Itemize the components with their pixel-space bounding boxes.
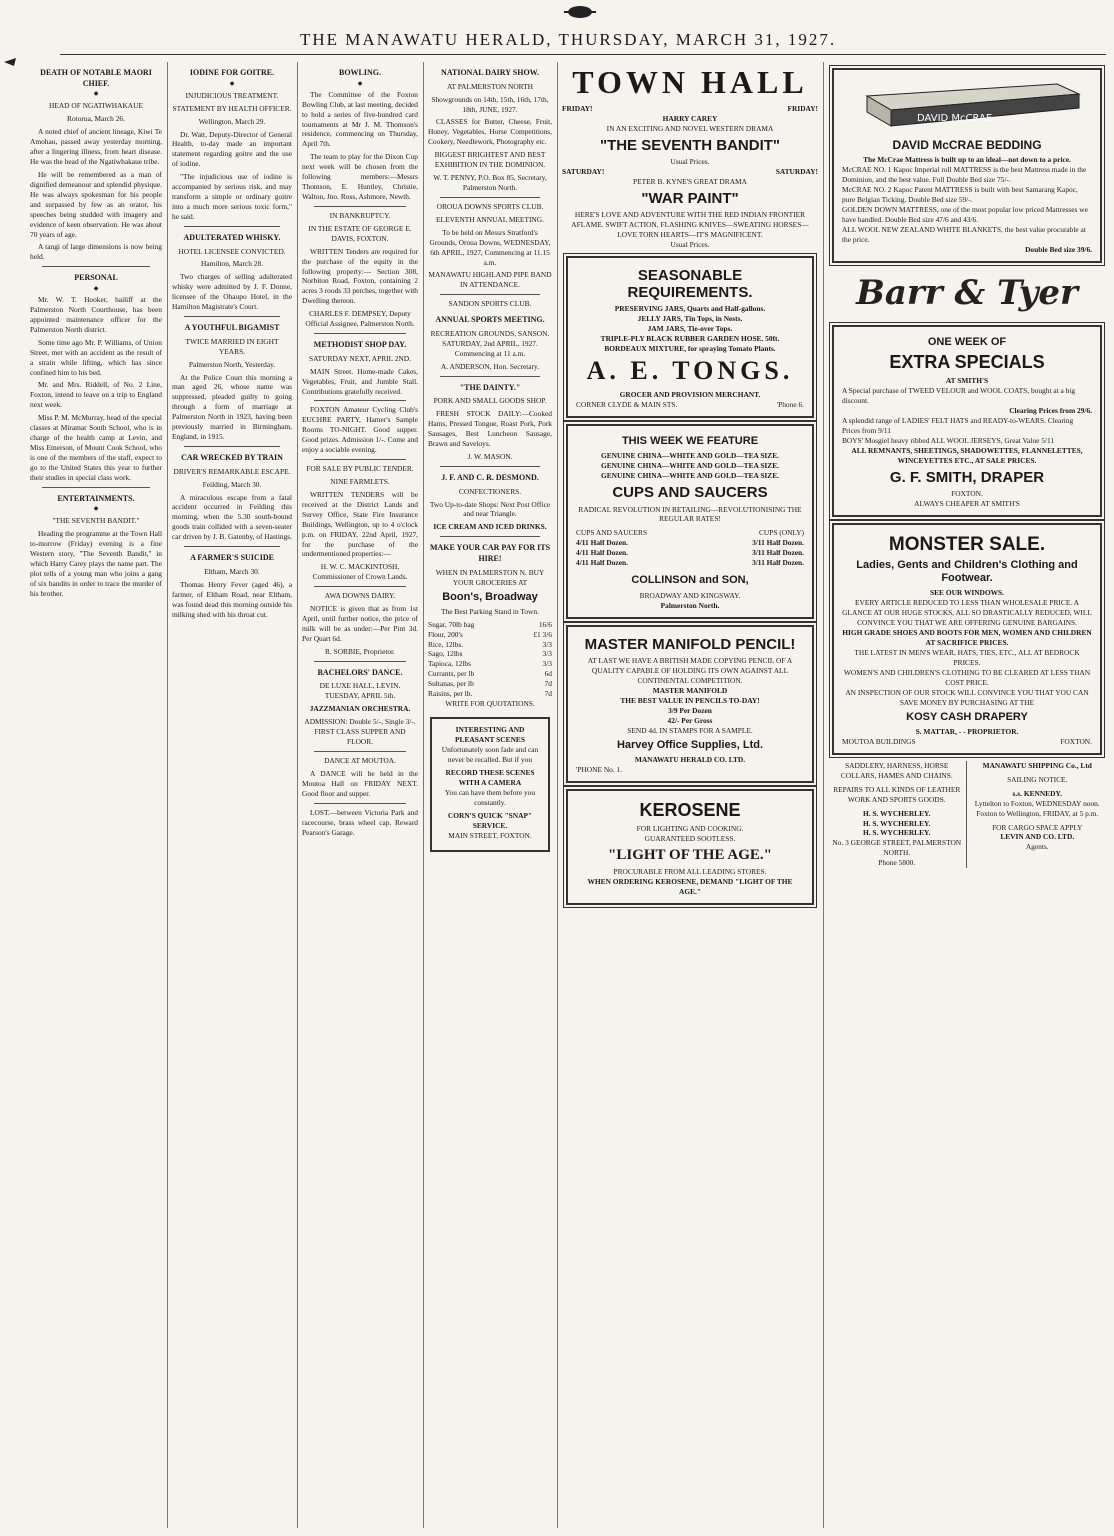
article-paragraph: Mr. W. T. Hooker, bailiff at the Palmerston North Courthouse, has been appointed maintenance officer for the Palmerston North district. (30, 295, 162, 334)
agent-name: MANAWATU HERALD CO. LTD. (634, 754, 746, 764)
shop-headline: "THE DAINTY." (459, 382, 521, 392)
divider (42, 487, 150, 488)
divider (440, 466, 540, 467)
column-rule (167, 62, 168, 1528)
notice-paragraph: WRITTEN Tenders are required for the purchase of the equity in the following property:— Section 308, Norbiton Road, Foxton, containing 2 acres 3 roods 33 perches, together with Dwelling thereon. (302, 246, 418, 306)
advert-headline: MASTER MANIFOLD PENCIL! (584, 635, 796, 653)
divider (314, 459, 406, 460)
advert-paragraph: A splendid range of LADIES' FELT HATS and READY-to-WEARS. Clearing Prices from 9/11 (842, 415, 1074, 435)
advert-subhead: RECORD THESE SCENES WITH A CAMERA (445, 767, 535, 787)
notice-headline: BACHELORS' DANCE. (317, 667, 403, 677)
shop-paragraph: Two Up-to-date Shops: Next Post Office and near Triangle. (429, 499, 551, 519)
divider (184, 226, 280, 227)
article-headline: DEATH OF NOTABLE MAORI CHIEF. (40, 68, 152, 88)
price-row: Tapioca, 12lbs 3/3 (428, 659, 552, 669)
advert-headline: DAVID McCRAE BEDDING (892, 137, 1042, 152)
advert-paragraph: Lyttelton to Foxton, WEDNESDAY noon. (974, 798, 1100, 808)
column-rule (823, 62, 824, 1528)
kerosene-advert (566, 789, 814, 905)
dateline: Palmerston North, Yesterday. (188, 359, 276, 369)
shop-address: No. 3 GEORGE STREET, PALMERSTON NORTH. (832, 838, 962, 858)
advert-paragraph: You can have them before you constantly. (444, 787, 536, 807)
mccrae-advert (832, 68, 1102, 263)
advert-paragraph: WOMEN'S AND CHILDREN'S CLOTHING TO BE CLEARED AT LESS THAN COST PRICE. (843, 667, 1091, 687)
advert-line: JAM JARS, Tie-over Tops. (647, 324, 733, 334)
divider (314, 751, 406, 752)
article-headline: CAR WRECKED BY TRAIN (181, 453, 283, 462)
article-paragraph: The team to play for the Dixon Cup next week will be chosen from the following members:—Messrs Thomson, E. Huntley, Christie, Walton, Jno. Ross, Ashmore, Newth. (302, 152, 418, 201)
notice-paragraph: WRITTEN TENDERS will be received at the District Lands and Survey Office, State Fire Insurance Buildings, Wellington, up to 4 o'clock p.m. on FRIDAY, 22nd April, 1927, for the purchase of the undermentioned properties:— (302, 489, 418, 559)
advert-paragraph: THE LATEST IN MEN'S WEAR, HATS, TIES, ETC., ALL AT BEDROCK PRICES. (854, 647, 1080, 667)
advert-paragraph: GOLDEN DOWN MATTRESS, one of the most popular low priced Mattresses we have handled. Double Bed size 47/6 and 43/6. (842, 205, 1088, 225)
price-line: 3/9 Per Dozen (668, 705, 712, 715)
advert-line: GENUINE CHINA—WHITE AND GOLD—TEA SIZE. (600, 451, 780, 461)
article-subhead: TWICE MARRIED IN EIGHT YEARS. (185, 336, 279, 356)
notice-paragraph: MANAWATU HIGHLAND PIPE BAND IN ATTENDANCE. (428, 270, 552, 290)
divider (314, 333, 406, 334)
column-rule (557, 62, 558, 1528)
advert-line: PROCURABLE FROM ALL LEADING STORES. (613, 866, 767, 876)
camera-advert (430, 717, 550, 852)
price-line: Clearing Prices from 29/6. (1009, 405, 1092, 415)
column-rule (297, 62, 298, 1528)
advert-paragraph: HERE'S LOVE AND ADVENTURE WITH THE RED INDIAN FRONTIER AFLAME. SWIFT ACTION, FLASHING KNIVES—SWEATING HORSES—LOVE TORN HEARTS—IT'S MAGNIFICENT. (571, 210, 809, 239)
column-4 (428, 62, 552, 1527)
price-list (428, 620, 552, 699)
article-paragraph: Some time ago Mr. P. Williams, of Union Street, met with an accident as the result of a strain while lifting, which has since confined him to his bed. (30, 337, 162, 377)
notice-signature: A. ANDERSON, Hon. Secretary. (440, 361, 540, 371)
collinson-advert (566, 424, 814, 618)
masthead-title: THE MANAWATU HERALD, THURSDAY, MARCH 31, 1927. (300, 30, 837, 49)
article-headline: ADULTERATED WHISKY. (183, 232, 281, 242)
divider: ◆ (357, 80, 363, 87)
pencil-advert (566, 625, 814, 783)
notice-subhead: AT PALMERSTON NORTH (446, 81, 534, 91)
advert-paragraph: Usual Prices. (670, 239, 710, 249)
notice-headline: OROUA DOWNS SPORTS CLUB. (436, 201, 544, 211)
advert-headline: MONSTER SALE. (888, 533, 1046, 555)
article-paragraph: A tangi of large dimensions is now being held. (30, 242, 162, 262)
article-subhead: DRIVER'S REMARKABLE ESCAPE. (173, 466, 291, 476)
advert-subhead: MASTER MANIFOLD (652, 685, 728, 695)
mattress-illustration-icon (847, 76, 1087, 132)
section-headline: ENTERTAINMENTS. (57, 493, 135, 503)
phone: Phone 5800. (878, 858, 916, 868)
shop-town: Palmerston North. (660, 600, 720, 610)
divider: ◆ (93, 91, 99, 98)
advert-line: FOR LIGHTING AND COOKING. (636, 823, 744, 833)
shop-name: H. S. WYCHERLEY. (862, 818, 931, 828)
advert-subhead: AT SMITH'S (945, 375, 989, 385)
divider (314, 803, 406, 804)
article-paragraph: Thomas Henry Fever (aged 46), a farmer, of Eltham Road, near Eltham, was found dead this morning outside his milking shed with his throat cut. (172, 579, 292, 619)
notice-paragraph: BIGGEST BRIGHTEST AND BEST EXHIBITION IN THE DOMINION. (434, 150, 546, 170)
shop-name: KOSY CASH DRAPERY (906, 710, 1028, 723)
notice-signature: CHARLES F. DEMPSEY, Deputy Official Assignee, Palmerston North. (305, 309, 415, 329)
advert-headline: ONE WEEK OF (927, 335, 1007, 348)
advert-line: WHEN ORDERING KEROSENE, DEMAND "LIGHT OF THE AGE." (587, 876, 793, 896)
shop-signature: J. W. MASON. (467, 451, 513, 461)
advert-paragraph: McCRAE NO. 1 Kapoc Imperial roll MATTRESS is the best Mattress made in the Dominion, and the best value. Full Double Bed size 75/-. (842, 165, 1087, 185)
advert-subhead: SAILING NOTICE. (1007, 774, 1068, 784)
advert-paragraph: HIGH GRADE SHOES AND BOOTS FOR MEN, WOMEN AND CHILDREN AT SACRIFICE PRICES. (842, 627, 1092, 647)
notice-paragraph: ADMISSION: Double 5/-, Single 3/-. FIRST CLASS SUPPER AND FLOOR. (304, 717, 416, 747)
divider (440, 376, 540, 377)
vessel-name: s.s. KENNEDY. (1012, 788, 1062, 798)
divider: ◆ (229, 80, 235, 87)
price-row: 4/11 Half Dozen. 3/11 Half Dozen. (576, 538, 804, 548)
notice-subhead: IN THE ESTATE OF GEORGE E. DAVIS, FOXTON. (308, 223, 412, 243)
shop-name: A. E. TONGS. (586, 356, 794, 386)
advert-paragraph: ALL WOOL NEW ZEALAND WHITE BLANKETS, the best value procurable at the price. (842, 225, 1086, 245)
advert-paragraph: AN INSPECTION OF OUR STOCK WILL CONVINCE YOU THAT YOU CAN SAVE MONEY BY PURCHASING AT THE (845, 687, 1089, 707)
barr-tyer-logo (828, 271, 1106, 317)
divider: ◆ (93, 286, 99, 293)
corner-mark-icon (2, 56, 18, 68)
bottom-adverts (832, 761, 1102, 868)
notice-subhead: SATURDAY NEXT, APRIL 2ND. (309, 353, 411, 363)
advert-subhead: CUPS AND SAUCERS (612, 484, 768, 502)
divider (42, 266, 150, 267)
tongs-advert (566, 256, 814, 418)
article-paragraph: Two charges of selling adulterated whisky were admitted by J. F. Donne, licensee of the Ohaupo Hotel, in the Hamilton Magistrate's Court. (172, 272, 292, 312)
article-paragraph: A miraculous escape from a fatal accident occurred in Feilding this morning, when the 5.30 south-bound goods train collided with a seven-seater car driven by J. B. Gatenby, of Hastings. (172, 492, 292, 542)
dateline: Feilding, March 30. (202, 479, 262, 489)
notice-paragraph: CLASSES for Butter, Cheese, Fruit, Honey, Vegetables, Horse Competitions, Cookery, Needlework, Photography etc. (428, 117, 552, 147)
divider (440, 294, 540, 295)
price-row: Rice, 12lbs. 3/3 (428, 639, 552, 649)
advert-line: TRIPLE-PLY BLACK RUBBER GARDEN HOSE. 50ft. (600, 334, 780, 344)
advert-line: SEE OUR WINDOWS. (930, 587, 1004, 597)
notice-headline: METHODIST SHOP DAY. (313, 340, 407, 350)
notice-headline: IN BANKRUPTCY. (329, 210, 391, 220)
notice-paragraph: RECREATION GROUNDS, SANSON. SATURDAY, 2nd APRIL, 1927. Commencing at 11 a.m. (430, 328, 550, 358)
notice-paragraph: DE LUXE HALL, LEVIN. TUESDAY, APRIL 5th. (319, 681, 401, 701)
advert-line: SEND 4d. IN STAMPS FOR A SAMPLE. (627, 725, 753, 735)
agent-name: LEVIN AND CO. LTD. (1000, 832, 1075, 842)
notice-subhead: NINE FARMLETS. (330, 476, 390, 486)
divider: ◆ (93, 506, 99, 513)
shop-town: FOXTON. (951, 488, 983, 498)
price-line: Double Bed size 39/6. (1025, 245, 1092, 255)
article-paragraph: He will be remembered as a man of dignified demeanour and splendid physique. He was always spokesman for his people and surpassed by few as an orator, his speeches being studded with imagery and evidence of keen observation. He was about 70 years of age. (30, 170, 162, 239)
price-row: 4/11 Half Dozen. 3/11 Half Dozen. (576, 548, 804, 558)
notice-paragraph: Showgrounds on 14th, 15th, 16th, 17th, 18th, JUNE, 1927. (431, 94, 549, 114)
advert-subhead: Ladies, Gents and Children's Clothing and Footwear. (856, 558, 1078, 584)
shop-paragraph: ICE CREAM AND ICED DRINKS. (433, 522, 547, 532)
price-row: Sultanas, per lb 7d (428, 679, 552, 689)
masthead-rule (60, 54, 1106, 55)
advert-headline: THIS WEEK WE FEATURE (621, 435, 759, 448)
notice-paragraph: MAIN Street. Home-made Cakes, Vegetables, Fruit, and Jumble Stall. Contributions gratefully received. (302, 366, 418, 396)
section-headline: PERSONAL (74, 273, 118, 283)
notice-signature: W. T. PENNY, P.O. Box 85, Secretary, Palmerston North. (433, 173, 547, 193)
article-subhead: HOTEL LICENSEE CONVICTED. (178, 246, 286, 256)
shop-subhead: CONFECTIONERS. (458, 486, 522, 496)
advert-headline: INTERESTING AND PLEASANT SCENES (455, 724, 525, 744)
notice-headline: SANDON SPORTS CLUB. (448, 299, 532, 309)
article-paragraph: A noted chief of ancient lineage, Kiwi Te Amohau, passed away yesterday morning, after a lingering illness, from heart disease. He was the head of the Ngatiwhakaue tribe. (30, 127, 162, 167)
price-row: Raisins, per lb. 7d (428, 689, 552, 699)
price-row: 4/11 Half Dozen. 3/11 Half Dozen. (576, 558, 804, 568)
advert-paragraph: SADDLERY, HARNESS, HORSE COLLARS, HAMES AND CHAINS. (840, 760, 953, 780)
article-paragraph: Mr. and Mrs. Riddell, of No. 2 Line, Foxton, intend to leave on a trip to England next week. (30, 380, 162, 410)
price-header: CUPS AND SAUCERS CUPS (ONLY) (576, 528, 804, 538)
advert-line: JELLY JARS, Tin Tops, in Nests. (637, 314, 743, 324)
dateline: Rotorua, March 26. (67, 114, 125, 124)
notice-subhead: ANNUAL SPORTS MEETING. (435, 315, 545, 325)
shipping-advert (973, 761, 1103, 868)
advert-line: GENUINE CHINA—WHITE AND GOLD—TEA SIZE. (600, 461, 780, 471)
price-row: Flour, 200's £1 3/6 (428, 629, 552, 639)
advert-paragraph: Unfortunately soon fade and can never be recalled. But if you (441, 744, 539, 764)
smith-advert (832, 325, 1102, 517)
divider (314, 206, 406, 207)
divider (184, 446, 280, 447)
divider (314, 586, 406, 587)
agent-label: Agents. (1025, 842, 1049, 852)
shop-name: Boon's, Broadway (442, 590, 538, 603)
advert-paragraph: A Special purchase of TWEED VELOUR and WOOL COATS, bought at a big discount. (842, 385, 1076, 405)
column-rule (423, 62, 424, 1528)
town-hall-advert (562, 66, 818, 250)
shop-name: COLLINSON and SON, (631, 574, 749, 587)
film-title: "WAR PAINT" (641, 189, 739, 207)
notice-paragraph: LOST.—between Victoria Park and racecourse, brass wheel cap. Reward Pearson's Garage. (302, 807, 418, 837)
notice-subhead: ELEVENTH ANNUAL MEETING. (436, 214, 544, 224)
advert-paragraph: Foxton to Wellington, FRIDAY, at 5 p.m. (976, 808, 1099, 818)
advert-line: PRESERVING JARS, Quarts and Half-gallons. (614, 304, 766, 314)
dateline: Wellington, March 29. (198, 116, 266, 126)
advert-paragraph: IN AN EXCITING AND NOVEL WESTERN DRAMA (606, 123, 774, 133)
column-3 (302, 62, 418, 1527)
column-2 (172, 62, 292, 1527)
phone: 'PHONE No. 1. (576, 764, 623, 774)
advert-line: GUARANTEED SOOTLESS. (644, 833, 736, 843)
article-paragraph: Dr. Watt, Deputy-Director of General Health, to-day made an important statement regarding goitre and the use of iodine. (172, 129, 292, 169)
advert-paragraph: AT LAST WE HAVE A BRITISH MADE COPYING PENCIL OF A QUALITY CAPABLE OF HOLDING ITS OWN AGAINST ALL CONTINENTAL COMPETITION. (587, 655, 793, 685)
advert-title: TOWN HALL (572, 64, 808, 100)
shop-paragraph: FRESH STOCK DAILY:—Cooked Hams, Pressed Tongue, Roast Pork, Pork Sausages, Best Luncheon Sausage, Brawn and Saveloys. (428, 409, 552, 449)
shop-name: H. S. WYCHERLEY. (862, 808, 931, 818)
advert-paragraph: FOR CARGO SPACE APPLY (992, 822, 1083, 832)
advert-paragraph: ALL REMNANTS, SHEETINGS, SHADOWETTES, FLANNELETTES, WINCEYETTES ETC., AT SALE PRICES. (851, 445, 1083, 465)
shop-signature: WRITE FOR QUOTATIONS. (445, 699, 535, 709)
dateline: Eltham, March 30. (204, 566, 260, 576)
advert-subhead: The McCrae Mattress is built up to an ideal—not down to a price. (863, 155, 1071, 165)
address-row: MOUTOA BUILDINGS FOXTON. (842, 736, 1092, 746)
shop-name: H. S. WYCHERLEY. (862, 828, 931, 838)
divider (314, 400, 406, 401)
shop-tagline: ALWAYS CHEAPER AT SMITH'S (914, 498, 1020, 508)
column-1 (30, 62, 162, 1527)
article-paragraph: "The injudicious use of iodine is accompanied by serious risk, and may transform a simple or ordinary goitre into a much more serious toxic form," he said. (172, 172, 292, 221)
advert-headline: MANAWATU SHIPPING Co., Ltd (982, 760, 1092, 770)
shop-paragraph: WHEN IN PALMERSTON N. BUY YOUR GROCERIES AT (435, 567, 545, 587)
advert-line: BORDEAUX MIXTURE, for spraying Tomato Plants. (604, 344, 776, 354)
article-paragraph: Heading the programme at the Town Hall to-morrow (Friday) evening is a fine Western story, "The Seventh Bandit," in which Harry Carey plays the name part. The plot tells of a young man who joins a gang of six bandits in order to trace the murder of his brother. (30, 529, 162, 598)
notice-headline: AWA DOWNS DAIRY. (324, 591, 396, 601)
brand-text: DAVID McCRAE (917, 113, 993, 124)
column-5 (562, 62, 818, 1527)
notice-paragraph: NOTICE is given that as from 1st April, until further notice, the price of milk will be as under:—Per Pint 3d. Per Quart 6d. (302, 604, 418, 643)
notice-headline: FOR SALE BY PUBLIC TENDER. (306, 464, 414, 474)
dateline: Hamilton, March 28. (201, 259, 263, 269)
advert-headline: SEASONABLE REQUIREMENTS. (627, 266, 753, 301)
divider (184, 316, 280, 317)
masthead (0, 0, 1114, 58)
advert-line: GENUINE CHINA—WHITE AND GOLD—TEA SIZE. (600, 471, 780, 481)
day-row: FRIDAY! FRIDAY! (562, 104, 818, 113)
advert-paragraph: REPAIRS TO ALL KINDS OF LEATHER WORK AND SPORTS GOODS. (833, 784, 961, 804)
masthead-ornament-icon (560, 2, 600, 24)
shop-subhead: PORK AND SMALL GOODS SHOP. (433, 396, 547, 406)
price-row: Currants, per lb 6d (428, 669, 552, 679)
advert-name: CORN'S QUICK "SNAP" SERVICE. (447, 810, 533, 830)
divider (440, 536, 540, 537)
notice-headline: NATIONAL DAIRY SHOW. (441, 68, 539, 77)
article-subhead: "THE SEVENTH BANDIT." (52, 516, 140, 526)
shop-headline: MAKE YOUR CAR PAY FOR ITS HIRE! (429, 543, 551, 564)
article-headline: A YOUTHFUL BIGAMIST (184, 323, 280, 333)
notice-signature: H. W. C. MACKINTOSH, Commissioner of Crown Lands. (312, 562, 408, 582)
address-row: CORNER CLYDE & MAIN STS. 'Phone 6. (576, 400, 804, 410)
price-row: Sugar, 70lb bag 16/6 (428, 619, 552, 629)
notice-signature: R. SORBIE, Proprietor. (324, 646, 395, 656)
logo-wordmark: Barr & Tyer (856, 273, 1078, 314)
shop-name: G. F. SMITH, DRAPER (889, 468, 1045, 486)
advert-paragraph: RADICAL REVOLUTION IN RETAILING—REVOLUTIONISING THE REGULAR RATES! (578, 504, 802, 524)
divider (184, 546, 280, 547)
article-subhead: INJUDICIOUS TREATMENT. (185, 90, 279, 100)
notice-paragraph: A DANCE will be held in the Moutoa Hall on FRIDAY NEXT. Good floor and supper. (302, 768, 418, 798)
notice-headline: DANCE AT MOUTOA. (324, 755, 396, 765)
notice-paragraph: JAZZMANIAN ORCHESTRA. (309, 704, 411, 714)
price-row: Sago, 12lbs 3/3 (428, 649, 552, 659)
day-row: SATURDAY! SATURDAY! (562, 166, 818, 176)
advert-address: MAIN STREET, FOXTON. (448, 830, 532, 840)
advert-paragraph: PETER B. KYNE'S GREAT DRAMA (633, 176, 747, 186)
shop-address: BROADWAY AND KINGSWAY. (639, 590, 741, 600)
advert-paragraph: Usual Prices. (670, 157, 710, 167)
article-headline: BOWLING. (338, 68, 381, 77)
notice-paragraph: To be held on Messrs Stratford's Grounds, Oroua Downs, WEDNESDAY, 6th APRIL, 1927, Commencing at 11.15 a.m. (429, 227, 551, 267)
shop-proprietor: S. MATTAR, - - PROPRIETOR. (915, 726, 1019, 736)
divider (440, 197, 540, 198)
advert-title: EXTRA SPECIALS (889, 351, 1045, 372)
column-6 (828, 62, 1106, 1527)
advert-paragraph: EVERY ARTICLE REDUCED TO LESS THAN WHOLESALE PRICE. A GLANCE AT OUR HUGE STOCKS, ALL SO DRASTICALLY REDUCED, WILL CONVINCE YOU THAT WE ARE OFFERING GENUINE BARGAINS. (842, 597, 1092, 627)
article-headline: IODINE FOR GOITRE. (189, 68, 275, 77)
advert-headline: KEROSENE (639, 799, 741, 820)
divider (314, 661, 406, 662)
article-headline: A FARMER'S SUICIDE (190, 553, 274, 563)
shop-subhead: GROCER AND PROVISION MERCHANT. (619, 390, 761, 400)
notice-paragraph: FOXTON Amateur Cycling Club's EUCHRE PARTY, Hamer's Sample Rooms TO-NIGHT. Good supper. Good prizes. Admission 1/-. Come and enjoy a sociable evening. (302, 405, 418, 455)
article-subhead: HEAD OF NGATIWHAKAUE (48, 101, 143, 111)
star-name: HARRY CAREY (662, 113, 718, 123)
article-paragraph: At the Police Court this morning a man aged 26, whose name was suppressed, pleaded guilty to going through a form of marriage at Palmerston North in 1923, having been previously married in Birmingham, England, in 1915. (172, 372, 292, 442)
advert-paragraph: BOYS' Mosgiel heavy ribbed ALL WOOL JERSEYS, Great Value 5/11 (842, 435, 1055, 445)
advert-paragraph: McCRAE NO. 2 Kapoc Patent MATTRESS is built with best Samarang Kapoc, pure Belgian Ticking. Double Bed size 59/-. (842, 185, 1078, 205)
wycherley-advert (832, 761, 967, 868)
shop-headline: J. F. AND C. R. DESMOND. (441, 472, 539, 482)
shop-paragraph: The Best Parking Stand in Town. (441, 606, 539, 616)
advert-line: THE BEST VALUE IN PENCILS TO-DAY! (620, 695, 760, 705)
film-title: "THE SEVENTH BANDIT" (599, 136, 781, 154)
kosy-advert (832, 523, 1102, 755)
price-line: 42/- Per Gross (667, 715, 713, 725)
article-paragraph: The Committee of the Foxton Bowling Club, at last meeting, decided to hold a series of five-hundred card tournaments at Mr J. M. Thomson's residence, commencing on Thursday, April 7th. (302, 89, 418, 149)
article-paragraph: Miss P. M. McMurray, head of the special classes at Miramar South School, who is in charge of the health camp at Levin, and Miss Emerson, of Mount Cook School, who is one of the members of the staff, expect to go to the United States this year to further their studies in special class work. (30, 413, 162, 482)
shop-name: Harvey Office Supplies, Ltd. (616, 738, 764, 751)
article-subhead: STATEMENT BY HEALTH OFFICER. (172, 103, 292, 113)
slogan: "LIGHT OF THE AGE." (608, 846, 772, 863)
